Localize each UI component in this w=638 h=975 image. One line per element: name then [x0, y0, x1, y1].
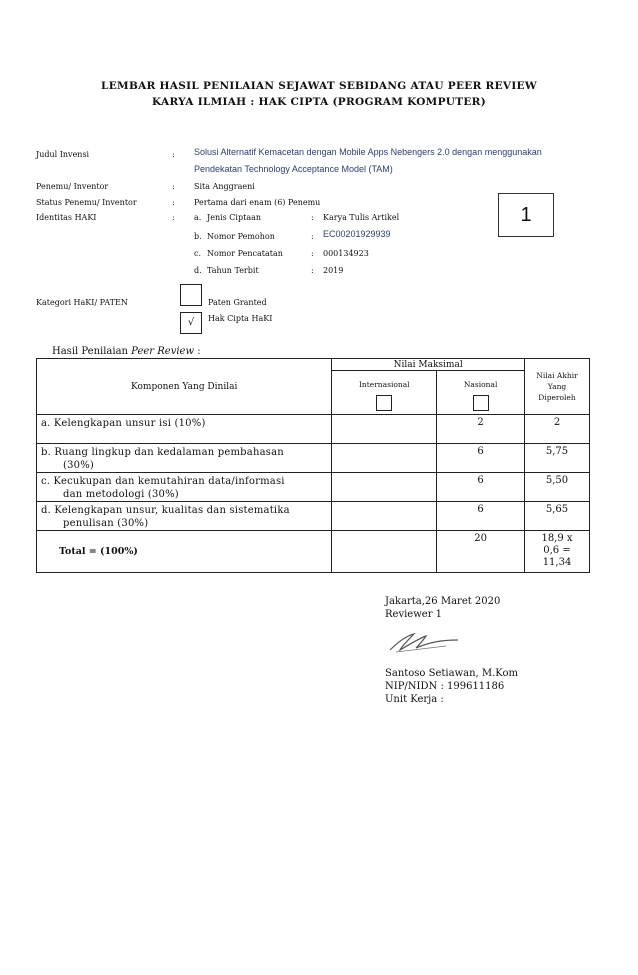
- judul-value-line2: Pendekatan Technology Acceptance Model (TAM): [194, 164, 393, 174]
- identitas-item-colon: :: [311, 232, 314, 241]
- signature-nip: NIP/NIDN : 199611186: [385, 681, 505, 692]
- national-checkbox[interactable]: [473, 395, 489, 411]
- judul-colon: :: [172, 150, 175, 159]
- national-cell: 6: [437, 502, 525, 531]
- header-national: Nasional: [437, 371, 525, 415]
- final-cell: 2: [525, 415, 590, 444]
- signature-name: Santoso Setiawan, M.Kom: [385, 668, 519, 679]
- status-label: Status Penemu/ Inventor: [36, 198, 137, 207]
- criteria-cell: a. Kelengkapan unsur isi (10%): [37, 415, 332, 444]
- penemu-colon: :: [172, 182, 175, 191]
- identitas-item-letter: b.: [194, 232, 202, 241]
- paten-granted-label: Paten Granted: [208, 298, 267, 307]
- national-cell: 2: [437, 415, 525, 444]
- caption-prefix: Hasil Penilaian: [52, 346, 132, 357]
- identitas-item-letter: d.: [194, 266, 202, 275]
- header-international: Internasional: [332, 371, 437, 415]
- identitas-item-label: Tahun Terbit: [207, 266, 259, 275]
- table-row: [37, 502, 590, 531]
- total-label: Total = (100%): [37, 531, 332, 573]
- identitas-item-value: 000134923: [323, 249, 369, 258]
- identitas-item-label: Jenis Ciptaan: [207, 213, 262, 222]
- caption-italic: Peer Review: [131, 346, 195, 357]
- table-row: [37, 473, 590, 502]
- header-final: Nilai Akhir Yang Diperoleh: [525, 359, 590, 415]
- identitas-item-label: Nomor Pemohon: [207, 232, 275, 241]
- table-row: [37, 415, 590, 444]
- signature-place-date: Jakarta,26 Maret 2020: [385, 596, 501, 607]
- kategori-label: Kategori HaKI/ PATEN: [36, 298, 128, 307]
- final-cell: 5,50: [525, 473, 590, 502]
- hak-cipta-label-text: Hak Cipta HaKI: [208, 314, 273, 323]
- status-value: Pertama dari enam (6) Penemu: [194, 198, 321, 207]
- hak-cipta-label: [208, 314, 272, 323]
- hak-cipta-checkbox[interactable]: √: [180, 312, 202, 334]
- international-cell: [332, 415, 437, 444]
- document-title-line2: KARYA ILMIAH : HAK CIPTA (PROGRAM KOMPUTER): [152, 96, 486, 108]
- signature-scribble: [386, 628, 466, 656]
- identitas-item-value: 2019: [323, 266, 344, 275]
- penemu-value: Sita Anggraeni: [194, 182, 255, 191]
- penemu-label: Penemu/ Inventor: [36, 182, 109, 191]
- review-score-table: [36, 358, 590, 573]
- criteria-cell: b. Ruang lingkup dan kedalaman pembahasan (30%): [37, 444, 332, 473]
- caption-suffix: :: [194, 346, 201, 357]
- judul-value-line1: Solusi Alternatif Kemacetan dengan Mobile Apps Nebengers 2.0 dengan menggunakan: [194, 147, 542, 157]
- identitas-item-value: Karya Tulis Artikel: [323, 213, 400, 222]
- reviewer-number-badge: 1: [498, 193, 554, 237]
- identitas-item-value: EC00201929939: [323, 229, 391, 239]
- identitas-item-colon: :: [311, 249, 314, 258]
- international-cell: [332, 502, 437, 531]
- final-cell: 5,65: [525, 502, 590, 531]
- table-row: [37, 444, 590, 473]
- national-total-cell: 20: [437, 531, 525, 573]
- status-colon: :: [172, 198, 175, 207]
- criteria-cell: c. Kecukupan dan kemutahiran data/informasi dan metodologi (30%): [37, 473, 332, 502]
- national-cell: 6: [437, 473, 525, 502]
- signature-role: Reviewer 1: [385, 609, 443, 620]
- judul-label: Judul Invensi: [36, 150, 90, 159]
- criteria-cell: d. Kelengkapan unsur, kualitas dan sistematika penulisan (30%): [37, 502, 332, 531]
- identitas-item-colon: :: [311, 266, 314, 275]
- final-total-cell: 18,9 x 0,6 = 11,34: [525, 531, 590, 573]
- identitas-item-colon: :: [311, 213, 314, 222]
- signature-unit: Unit Kerja :: [385, 694, 444, 705]
- identitas-item-letter: a.: [194, 213, 202, 222]
- international-cell: [332, 531, 437, 573]
- identitas-item-label: Nomor Pencatatan: [207, 249, 283, 258]
- international-cell: [332, 473, 437, 502]
- review-caption: [52, 346, 201, 357]
- international-cell: [332, 444, 437, 473]
- table-row-total: [37, 531, 590, 573]
- paten-granted-checkbox[interactable]: [180, 284, 202, 306]
- header-component: Komponen Yang Dinilai: [37, 359, 332, 415]
- national-cell: 6: [437, 444, 525, 473]
- international-checkbox[interactable]: [376, 395, 392, 411]
- identitas-colon: :: [172, 213, 175, 222]
- identitas-item-letter: c.: [194, 249, 202, 258]
- final-cell: 5,75: [525, 444, 590, 473]
- header-max: Nilai Maksimal: [332, 359, 525, 371]
- identitas-label: Identitas HAKI: [36, 213, 97, 222]
- document-title-line1: LEMBAR HASIL PENILAIAN SEJAWAT SEBIDANG ATAU PEER REVIEW: [101, 80, 537, 92]
